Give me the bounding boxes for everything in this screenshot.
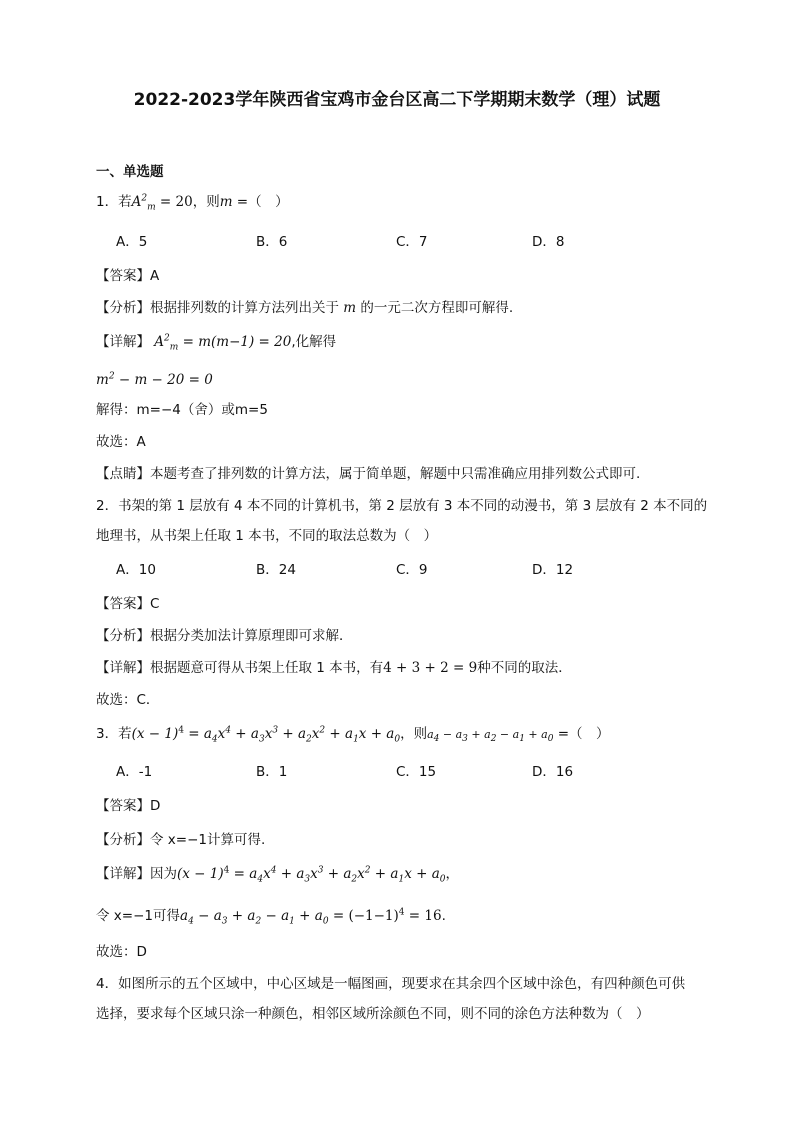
question-2-line-2: 地理书，从书架上任取 1 本书，不同的取法总数为（ ） — [96, 528, 438, 544]
option-d: D．12 — [532, 562, 574, 578]
option-a: A．5 — [116, 234, 148, 250]
detail-3: 【详解】因为$(x - 1)^4 = a_4x^4 + a_3x^3 + a_2x^2 + a_1x + a_0$， — [96, 865, 459, 885]
detail-2: 【详解】根据题意可得从书架上任取 1 本书，有4 + 3 + 2 = 9种不同的取法． — [96, 660, 572, 676]
analysis-3: 【分析】令 x=−1计算可得. — [96, 832, 266, 848]
question-2-line-1: 2．书架的第 1 层放有 4 本不同的计算机书，第 2 层放有 3 本不同的动漫书，第 3 层放有 2 本不同的 — [96, 498, 708, 514]
section-heading: 一、单选题 — [96, 164, 164, 180]
perm-symbol: $A^2_m$ — [131, 193, 156, 213]
choose-1: 故选：A — [96, 434, 146, 450]
option-d: D．8 — [532, 234, 565, 250]
option-d: D．16 — [532, 764, 574, 780]
analysis-1: 【分析】根据排列数的计算方法列出关于 m 的一元二次方程即可解得. — [96, 300, 514, 316]
choose-2: 故选：C． — [96, 692, 160, 708]
answer-1: 【答案】A — [96, 268, 160, 284]
option-c: C．15 — [396, 764, 437, 780]
option-b: B．24 — [256, 562, 296, 578]
comment-1: 【点睛】本题考查了排列数的计算方法，属于简单题，解题中只需准确应用排列数公式即可. — [96, 466, 641, 482]
answer-3: 【答案】D — [96, 798, 161, 814]
page-title: 2022-2023学年陕西省宝鸡市金台区高二下学期期末数学（理）试题 — [133, 90, 661, 110]
choose-3: 故选：D — [96, 944, 147, 960]
question-4-line-1: 4．如图所示的五个区域中，中心区域是一幅图画，现要求在其余四个区域中涂色，有四种颜色可供 — [96, 976, 686, 992]
option-c: C．9 — [396, 562, 428, 578]
analysis-2: 【分析】根据分类加法计算原理即可求解． — [96, 628, 353, 644]
solve-1: 解得：m=−4（舍）或m=5 — [96, 402, 268, 418]
option-c: C．7 — [396, 234, 428, 250]
answer-2: 【答案】C — [96, 596, 160, 612]
option-b: B．1 — [256, 764, 288, 780]
option-a: A．10 — [116, 562, 156, 578]
equation-1: $m^2 - m - 20 = 0$ — [96, 371, 213, 388]
option-b: B．6 — [256, 234, 288, 250]
let-3: 令 x=−1可得$a_4 - a_3 + a_2 - a_1 + a_0 = (-1-1)^4 = 16$. — [96, 907, 446, 927]
question-4-line-2: 选择，要求每个区域只涂一种颜色，相邻区域所涂颜色不同，则不同的涂色方法种数为（ ） — [96, 1006, 650, 1022]
option-a: A．-1 — [116, 764, 153, 780]
detail-1: 【详解】 $A^2_m = m(m-1) = 20$,化解得 — [96, 333, 337, 353]
question-3: 3．若$(x - 1)^4 = a_4x^4 + a_3x^3 + a_2x^2 + a_1x + a_0$，则$a_4 - a_3 + a_2 - a_1 + a_0$ =（ ） — [96, 725, 610, 745]
question-1: 1．若$A^2_m = 20$，则m =（ ） — [96, 193, 289, 213]
